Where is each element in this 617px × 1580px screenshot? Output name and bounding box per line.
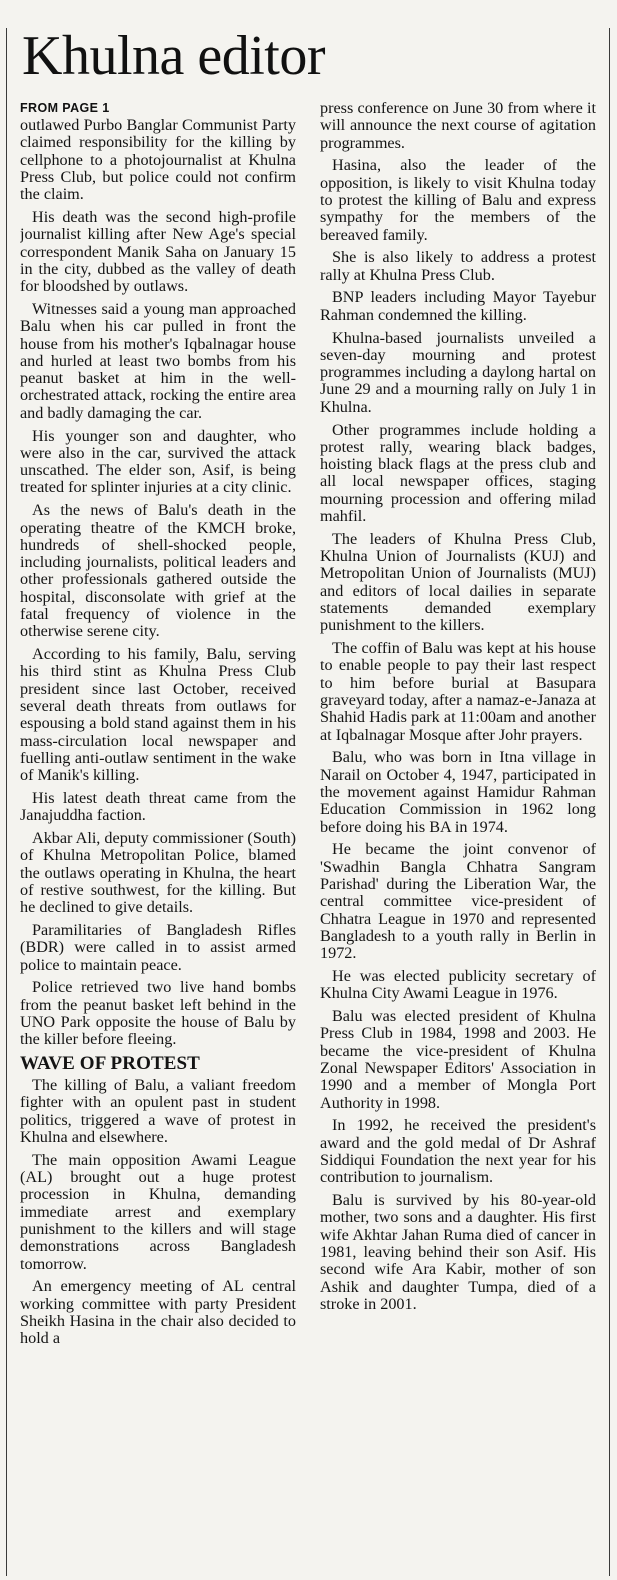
paragraph: His younger son and daughter, who were also in the car, survived the attack unscathed. The elder son, Asif, is being treated for splinter injuries at a city clinic.: [20, 426, 296, 497]
paragraph: She is also likely to address a protest rally at Khulna Press Club.: [320, 248, 596, 284]
paragraph: His latest death threat came from the Janajuddha faction.: [20, 788, 296, 825]
paragraph: Hasina, also the leader of the opposition, is likely to visit Khulna today to protest the killing of Balu and express sympathy for the members of the bereaved family.: [320, 156, 596, 244]
paragraph: outlawed Purbo Banglar Communist Party claimed responsibility for the killing by cellphone to a photojournalist at Khulna Press Club, but police could not confirm the claim.: [20, 116, 296, 204]
paragraph: According to his family, Balu, serving his third stint as Khulna Press Club president since last October, received several death threats from outlaws for espousing a bold stand against them in his mass-circulation local newspaper and fuelling anti-outlaw sentiment in the wake of Manik's killing.: [20, 645, 296, 785]
paragraph: The leaders of Khulna Press Club, Khulna Union of Journalists (KUJ) and Metropolitan Union of Journalists (MUJ) and editors of local dailies in separate statements demanded exemplary punishment to the killers.: [320, 529, 596, 635]
paragraph: Witnesses said a young man approached Balu when his car pulled in front the house from his mother's Iqbalnagar house and hurled at least two bombs from his peanut basket at him in the well-orchestrated attack, rocking the entire area and badly damaging the car.: [20, 299, 296, 422]
paragraph: He was elected publicity secretary of Khulna City Awami League in 1976.: [320, 966, 596, 1003]
paragraph: An emergency meeting of AL central working committee with party President Sheikh Hasina in the chair also decided to hold a: [20, 1277, 296, 1348]
paragraph: Balu was elected president of Khulna Press Club in 1984, 1998 and 2003. He became the vice-president of Khulna Zonal Newspaper Editors' Association in 1990 and a member of Mongla Port Authority in 1998.: [320, 1007, 596, 1112]
paragraph: The killing of Balu, a valiant freedom fighter with an opulent past in student politics, triggered a wave of protest in Khulna and elsewhere.: [20, 1076, 296, 1147]
paragraph: As the news of Balu's death in the operating theatre of the KMCH broke, hundreds of shell-shocked people, including journalists, political leaders and other professionals gathered outside the hospital, disconsolate with grief at the fatal frequency of violence in the otherwise serene city.: [20, 501, 296, 641]
paragraph: Police retrieved two live hand bombs from the peanut basket left behind in the UNO Park opposite the house of Balu by the killer before fleeing.: [20, 978, 296, 1049]
paragraph: Paramilitaries of Bangladesh Rifles (BDR) were called in to assist armed police to maintain peace.: [20, 921, 296, 974]
paragraph: Other programmes include holding a protest rally, wearing black badges, hoisting black flags at the press club and all local newspaper offices, staging mourning procession and offering milad mahfil.: [320, 420, 596, 526]
continuation-kicker: FROM PAGE 1: [20, 101, 110, 115]
left-column-rule: [6, 28, 7, 1576]
paragraph: Khulna-based journalists unveiled a seven-day mourning and protest programmes including a daylong hartal on June 29 and a mourning rally on July 1 in Khulna.: [320, 328, 596, 416]
paragraph: His death was the second high-profile journalist killing after New Age's special correspondent Manik Saha on January 15 in the city, dubbed as the valley of death for bloodshed by outlaws.: [20, 207, 296, 296]
paragraph: Balu is survived by his 80-year-old mother, two sons and a daughter. His first wife Akhtar Jahan Ruma died of cancer in 1981, leaving behind their son Asif. His second wife Ara Kabir, mother of son Ashik and daughter Tumpa, died of a stroke in 2001.: [320, 1191, 596, 1313]
paragraph: The coffin of Balu was kept at his house to enable people to pay their last respect to him before burial at Basupara graveyard today, after a namaz-e-Janaza at Shahid Hadis park at 11:00am and another at Iqbalnagar Mosque after Johr prayers.: [320, 639, 596, 744]
paragraph: The main opposition Awami League (AL) brought out a huge protest procession in Khulna, demanding immediate arrest and exemplary punishment to the killers and will stage demonstrations across Bangladesh tomorrow.: [20, 1150, 296, 1273]
paragraph: BNP leaders including Mayor Tayebur Rahman condemned the killing.: [320, 288, 596, 324]
paragraph: Balu, who was born in Itna village in Narail on October 4, 1947, participated in the movement against Hamidur Rahman Education Commission in 1962 long before doing his BA in 1974.: [320, 748, 596, 836]
right-column-rule: [609, 28, 610, 1576]
article-column-left: [20, 100, 296, 1574]
paragraph: In 1992, he received the president's award and the gold medal of Dr Ashraf Siddiqui Foundation the next year for his contribution to journalism.: [320, 1116, 596, 1187]
article-column-right: [320, 100, 596, 1574]
section-subhead: WAVE OF PROTEST: [20, 1053, 200, 1075]
paragraph: press conference on June 30 from where it will announce the next course of agitation programmes.: [320, 100, 596, 152]
paragraph: Akbar Ali, deputy commissioner (South) of Khulna Metropolitan Police, blamed the outlaws operating in Khulna, the heart of restive southwest, for the killing. But he declined to give details.: [20, 829, 296, 917]
headline: Khulna editor: [22, 25, 325, 87]
paragraph: He became the joint convenor of 'Swadhin Bangla Chhatra Sangram Parishad' during the Liberation War, the central committee vice-president of Chhatra League in 1970 and represented Bangladesh to a youth rally in Berlin in 1972.: [320, 840, 596, 963]
